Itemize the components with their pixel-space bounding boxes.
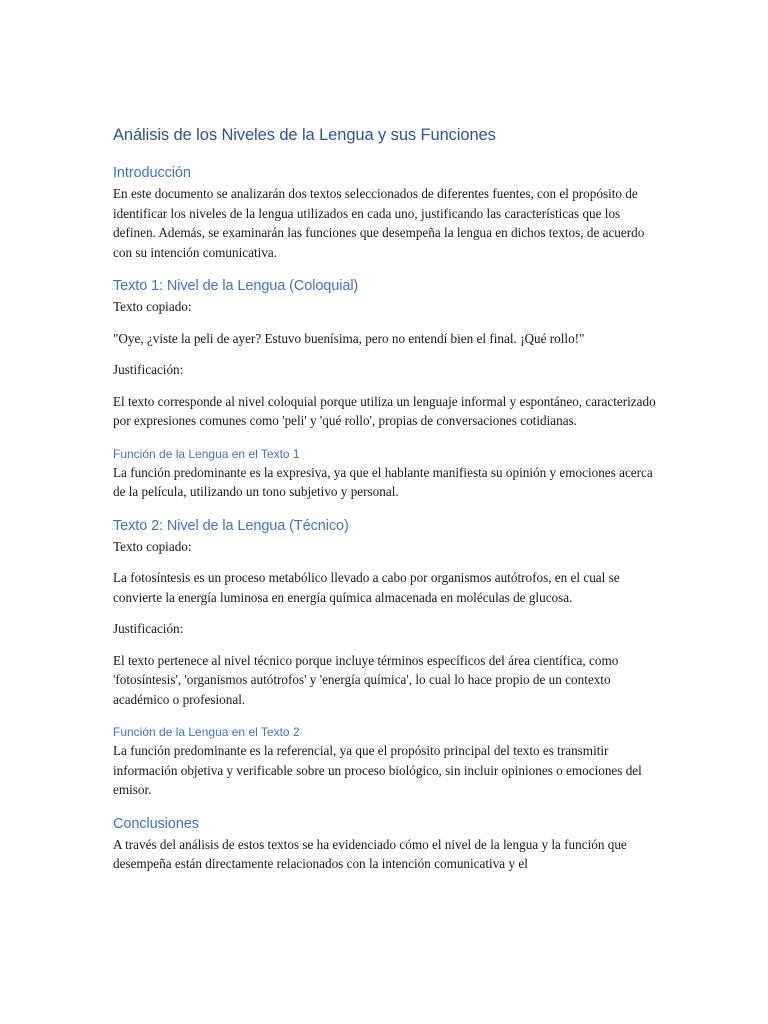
paragraph-funcion-texto2: La función predominante es la referencial, ya que el propósito principal del texto es transmitir información objetiva y verificable sobre un proceso biológico, sin incluir opiniones o emociones del emisor. — [113, 743, 642, 797]
heading-funcion-texto1: Función de la Lengua en el Texto 1 — [113, 446, 300, 461]
texto1-quote: "Oye, ¿viste la peli de ayer? Estuvo buenísima, pero no entendí bien el final. ¡Qué rollo!" — [113, 330, 585, 346]
document-title: Análisis de los Niveles de la Lengua y sus Funciones — [113, 126, 496, 144]
heading-texto1: Texto 1: Nivel de la Lengua (Coloquial) — [113, 278, 359, 294]
heading-texto2: Texto 2: Nivel de la Lengua (Técnico) — [113, 517, 349, 534]
texto1-copied-label: Texto copiado: — [113, 299, 192, 314]
texto2-copied-label: Texto copiado: — [113, 538, 192, 554]
texto2-quote: La fotosíntesis es un proceso metabólico llevado a cabo por organismos autótrofos, en el cual se convierte la energía luminosa en energía química almacenada en moléculas de glucosa. — [113, 570, 620, 605]
texto2-justification: El texto pertenece al nivel técnico porque incluye términos específicos del área científica, como 'fotosíntesis', 'organismos autótrofos' y 'energía química', lo cual lo hace propio de un contexto académico o profesional. — [113, 652, 619, 707]
heading-conclusiones: Conclusiones — [113, 815, 199, 832]
document-content — [113, 124, 658, 874]
texto1-justification: El texto corresponde al nivel coloquial porque utiliza un lenguaje informal y espontáneo, caracterizado por expresiones comunes como 'peli' y 'qué rollo', propias de conversaciones cotidianas. — [113, 393, 656, 428]
heading-funcion-texto2: Función de la Lengua en el Texto 2 — [113, 725, 300, 739]
texto1-justification-label: Justificación: — [113, 362, 184, 377]
texto2-justification-label: Justificación: — [113, 621, 184, 636]
paragraph-introduccion: En este documento se analizarán dos textos seleccionados de diferentes fuentes, con el propósito de identificar los niveles de la lengua utilizados en cada uno, justificando las características que los definen. Además, se examinarán las funciones que desempeña la lengua en dichos textos, de acuerdo con su intención comunicativa. — [113, 186, 645, 260]
paragraph-conclusiones: A través del análisis de estos textos se ha evidenciado cómo el nivel de la lengua y la función que desempeña están directamente relacionados con la intención comunicativa y el — [113, 836, 627, 871]
heading-introduccion: Introducción — [113, 165, 191, 181]
paragraph-funcion-texto1: La función predominante es la expresiva, ya que el hablante manifiesta su opinión y emociones acerca de la película, utilizando un tono subjetivo y personal. — [113, 464, 653, 499]
